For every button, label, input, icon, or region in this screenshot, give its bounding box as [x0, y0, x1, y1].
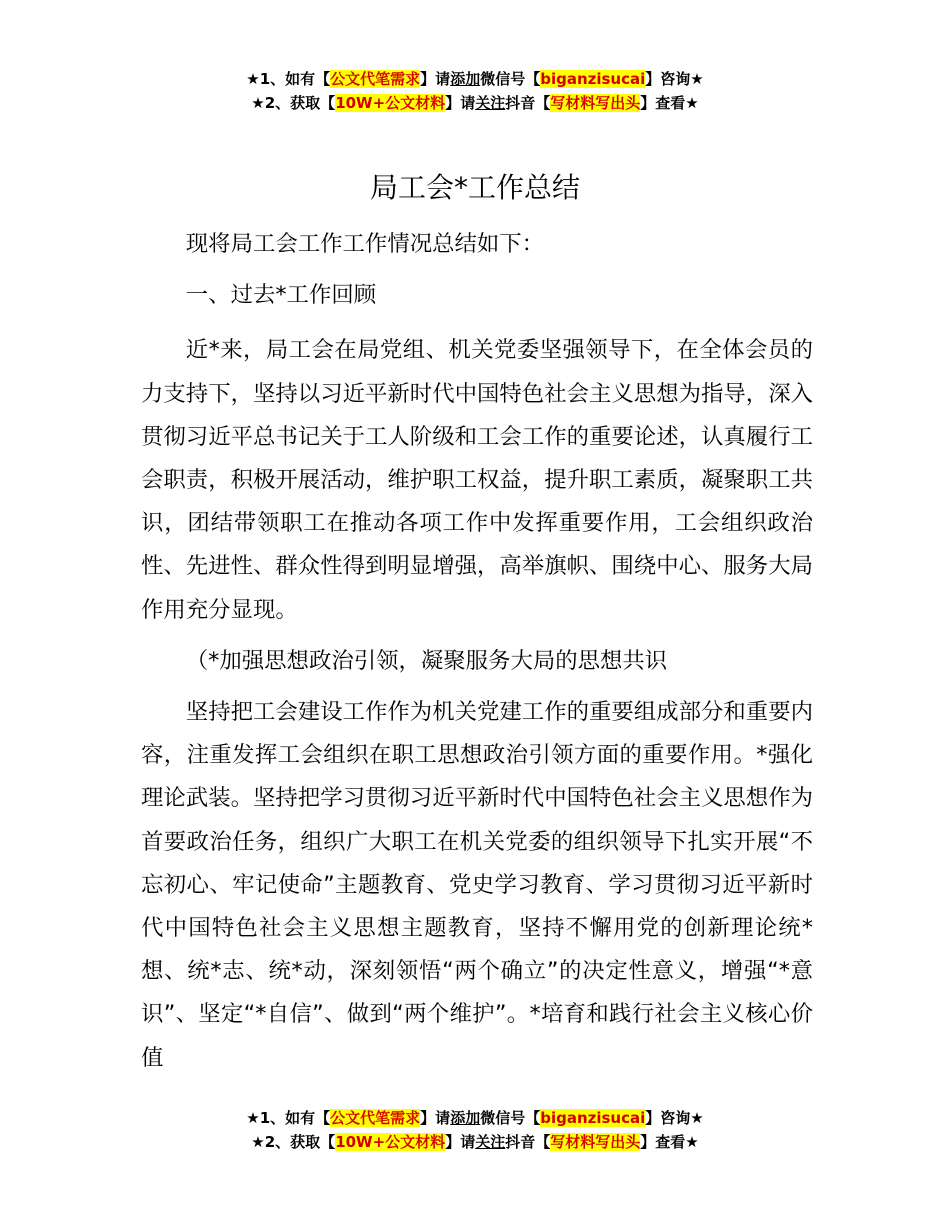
underlined-text: 添加: [450, 1109, 481, 1127]
highlight-text: 写材料写出头: [550, 94, 641, 112]
header-banner: [0, 67, 950, 115]
underlined-text: 关注: [475, 1133, 506, 1151]
highlight-text: 10W+公文材料: [335, 94, 446, 112]
footer-banner: [0, 1106, 950, 1154]
intro-paragraph: 现将局工会工作工作情况总结如下：: [185, 231, 545, 257]
highlight-text: 10W+公文材料: [335, 1133, 446, 1151]
section-heading: 一、过去*工作回顾: [185, 282, 377, 309]
highlight-text: 写材料写出头: [550, 1133, 641, 1151]
subsection-heading: （*加强思想政治引领，凝聚服务大局的思想共识: [185, 647, 668, 674]
document-title: 局工会*工作总结: [369, 171, 580, 204]
highlight-text: 公文代笔需求: [330, 1109, 421, 1127]
body-paragraph: 近*来，局工会在局党组、机关党委坚强领导下，在全体会员的力支持下，坚持以习近平新时代中国特色社会主义思想为指导，深入贯彻习近平总书记关于工人阶级和工会工作的重要论述，认真履行工会职责，积极开展活动，维护职工权益，提升职工素质，凝聚职工共识，团结带领职工在推动各项工作中发挥重要作用，工会组织政治性、先进性、群众性得到明显增强，高举旗帜、围绕中心、服务大局作用充分显现。: [141, 337, 813, 623]
highlight-text: biganzisucai: [540, 1109, 646, 1127]
body-paragraph: 坚持把工会建设工作作为机关党建工作的重要组成部分和重要内容，注重发挥工会组织在职工思想政治引领方面的重要作用。*强化理论武装。坚持把学习贯彻习近平新时代中国特色社会主义思想作为首要政治任务，组织广大职工在机关党委的组织领导下扎实开展“不忘初心、牢记使命”主题教育、党史学习教育、学习贯彻习近平新时代中国特色社会主义思想主题教育，坚持不懈用党的创新理论统*想、统*志、统*动，深刻领悟“两个确立”的决定性意义，增强“*意识”、坚定“*自信”、做到“两个维护”。*培育和践行社会主义核心价值: [141, 699, 813, 1071]
banner-line-2: ★2、获取【10W+公文材料】请关注抖音【写材料写出头】查看★: [251, 94, 699, 112]
underlined-text: 添加: [450, 70, 481, 88]
document-body: [141, 223, 813, 1088]
highlight-text: 公文代笔需求: [330, 70, 421, 88]
underlined-text: 关注: [475, 94, 506, 112]
banner-line-2: ★2、获取【10W+公文材料】请关注抖音【写材料写出头】查看★: [251, 1133, 699, 1151]
banner-line-1: ★1、如有【公文代笔需求】请添加微信号【biganzisucai】咨询★: [246, 1109, 704, 1127]
highlight-text: biganzisucai: [540, 70, 646, 88]
banner-line-1: ★1、如有【公文代笔需求】请添加微信号【biganzisucai】咨询★: [246, 70, 704, 88]
